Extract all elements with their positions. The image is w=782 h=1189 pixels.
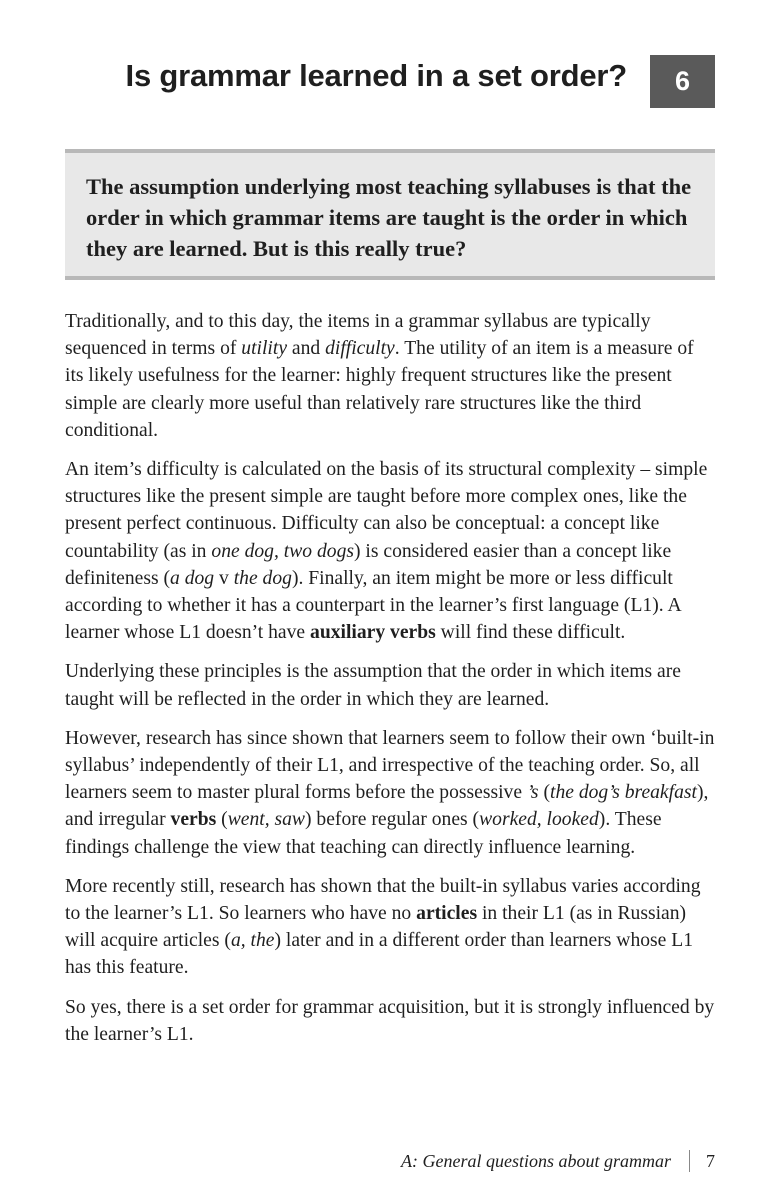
text-run: ), and irregular: [65, 782, 709, 831]
bold-term: verbs: [170, 809, 217, 831]
italic-run: the dog: [233, 567, 292, 589]
bold-term: articles: [416, 903, 478, 925]
summary-box: [65, 149, 715, 280]
italic-run: the dog’s breakfast: [550, 782, 697, 804]
text-run: v: [214, 567, 234, 589]
italic-run: ’s: [526, 782, 539, 804]
body-paragraph: [65, 725, 717, 861]
italic-run: worked, looked: [479, 809, 599, 831]
page-title: Is grammar learned in a set order?: [125, 58, 627, 93]
text-run: More recently still, research has shown that the built-in syllabus varies according to the learner’s L1. So learners who have no: [65, 875, 701, 925]
text-run: Traditionally, and to this day, the items in a grammar syllabus are typically sequenced in terms of: [65, 311, 651, 360]
text-run: Underlying these principles is the assumption that the order in which items are taught will be reflected in the order in which they are learned.: [65, 661, 681, 710]
body-text: [65, 308, 717, 1060]
text-run: and: [287, 338, 326, 360]
text-run: So yes, there is a set order for grammar acquisition, but it is strongly influenced by the learner’s L1.: [65, 996, 715, 1045]
italic-run: one dog, two dogs: [211, 540, 354, 562]
body-paragraph: [65, 658, 717, 712]
italic-run: a dog: [170, 567, 215, 589]
body-paragraph: [65, 456, 717, 646]
text-run: in their L1 (as in Russian) will acquire articles (: [65, 903, 687, 952]
text-run: ) before regular ones (: [305, 809, 480, 831]
text-run: (: [216, 809, 228, 831]
body-paragraph: [65, 873, 717, 982]
text-run: An item’s difficulty is calculated on the basis of its structural complexity – simple structures like the present simple are taught before more complex ones, like the present perfect continuous. Difficulty can also be conceptual: a concept like countability (as in: [65, 459, 708, 562]
text-run: . The utility of an item is a measure of its likely usefulness for the learner: highly frequent structures like the present simple are clearly more useful than relatively rare structures like the third conditional.: [65, 338, 694, 441]
text-run: ) is considered easier than a concept like definiteness (: [65, 540, 672, 589]
body-paragraph: [65, 994, 717, 1048]
italic-run: a, the: [230, 930, 275, 952]
text-run: (: [538, 782, 550, 804]
italic-run: difficulty: [325, 338, 395, 360]
footer-divider: [689, 1150, 690, 1172]
page-footer: [401, 1150, 715, 1172]
italic-run: utility: [241, 338, 288, 360]
bold-term: auxiliary verbs: [310, 622, 436, 644]
chapter-number-badge: 6: [650, 55, 715, 108]
text-run: ). These findings challenge the view that teaching can directly influence learning.: [65, 809, 662, 858]
summary-text: The assumption underlying most teaching syllabuses is that the order in which grammar items are taught is the order in which they are learned. But is this really true?: [86, 174, 692, 261]
text-run: ). Finally, an item might be more or less difficult according to whether it has a counterpart in the learner’s first language (L1). A learner whose L1 doesn’t have: [65, 567, 681, 644]
text-run: will find these difficult.: [435, 622, 626, 644]
body-paragraph: [65, 308, 717, 444]
page-number: 7: [706, 1150, 715, 1171]
text-run: ) later and in a different order than learners whose L1 has this feature.: [65, 930, 694, 979]
italic-run: went, saw: [227, 809, 305, 831]
footer-section-title: A: General questions about grammar: [401, 1150, 671, 1171]
text-run: However, research has since shown that learners seem to follow their own ‘built-in syllabus’ independently of their L1, and irrespective of the teaching order. So, all learners seem to master plural forms before the possessive: [65, 727, 715, 804]
